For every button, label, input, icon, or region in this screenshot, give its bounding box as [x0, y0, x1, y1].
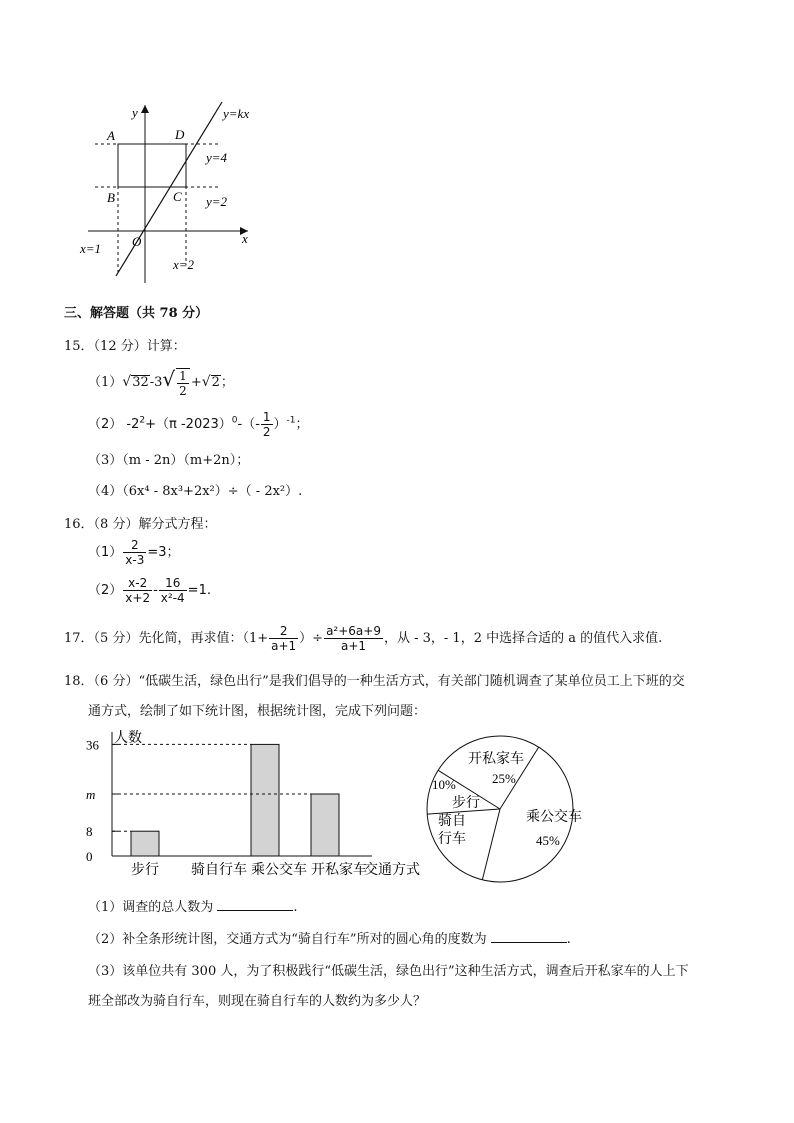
line-kx [116, 102, 222, 276]
y-axis-label: y [132, 105, 138, 120]
q18-part3b: 班全部改为骑自行车，则现在骑自行车的人数约为多少人？ [88, 994, 427, 1009]
bar-y-tick-label: 8 [86, 824, 93, 840]
bar-y-tick-label: 0 [86, 849, 93, 864]
q15-p1-plus: + [190, 375, 202, 390]
q18-part3a: （3）该单位共有 300 人，为了积极践行“低碳生活，绿色出行”这种生活方式，调查后开私家车的人上下 [88, 964, 689, 979]
q17: 17．（5 分）先化简，再求值：（1+ $\frac{2}{a+1}$ ）÷ $\frac{\text{a²+6a+9}}{a+1}$ ，从 - 3，- 1，2 中选择合适的 a 的值代入求值. [64, 624, 663, 653]
pie-slice-value: 45% [536, 833, 560, 848]
q17-fraction1: $\frac{2}{a+1}$ [271, 624, 297, 653]
pie-slice-label: 骑自 [438, 814, 466, 829]
rectangle-abcd [118, 144, 186, 187]
q15-p1-radicand-a: 32 [132, 375, 149, 390]
y-axis-arrow-icon [141, 105, 149, 113]
q15-p1-no: （1） [88, 375, 123, 390]
pie-slice-value: 25% [492, 771, 516, 786]
bar-category-label: 乘公交车 [251, 863, 307, 878]
bar-category-label: 步行 [131, 863, 159, 878]
q17-fraction2: $\frac{\text{a²+6a+9}}{a+1}$ [326, 624, 381, 653]
section-title: 三、解答题（共 78 分） [64, 306, 209, 321]
q16-p1-fraction: $\frac{2}{x-3}$ [125, 538, 145, 567]
q18-part2: （2）补全条形统计图，交通方式为“骑自行车”所对的圆心角的度数为 . [88, 932, 571, 947]
q18-line1: 18．（6 分）“低碳生活，绿色出行”是我们倡导的一种生活方式，有关部门随机调查了某单位员工上下班的交 [64, 674, 685, 689]
pie-divider [482, 809, 500, 880]
pie-chart [420, 730, 600, 890]
origin-label: O [132, 234, 142, 249]
q15-p1-coef: -3 [149, 375, 163, 390]
bar [311, 794, 339, 856]
q15-p1-radicand-d: 2 [211, 375, 220, 390]
line-x1-label: x=1 [80, 241, 102, 256]
q15-p1-fraction: $\frac{1}{2}$ [176, 368, 190, 398]
q15-part2: （2） $-2^2+(\pi$ -2023）$^0$-（- $\frac{1}{2}$ ）$^{-1}$； [88, 410, 309, 439]
q18-line2: 通方式，绘制了如下统计图，根据统计图，完成下列问题： [88, 704, 427, 719]
bar [131, 831, 159, 856]
line-x2-label: x=2 [173, 257, 195, 272]
pie-slice-label: 步行 [452, 796, 480, 811]
bar-chart [82, 724, 432, 884]
bar-y-tick-label: m [86, 787, 96, 802]
q15-p2-fraction: $\frac{1}{2}$ [262, 410, 271, 439]
point-b-label: B [107, 190, 115, 205]
pie-slice-label: 开私家车 [468, 752, 524, 767]
point-c-label: C [173, 189, 182, 204]
q18-p2-answer-blank[interactable] [491, 931, 567, 943]
coordinate-graph [70, 100, 270, 290]
q15-part4: （4）（6x⁴ - 8x³+2x²）÷（ - 2x²）. [88, 484, 303, 499]
x-axis-label: x [242, 231, 248, 246]
q16-label: 16．（8 分）解分式方程： [64, 517, 217, 532]
q15-part3: （3）（m - 2n）（m+2n）； [88, 453, 250, 468]
point-a-label: A [107, 128, 115, 143]
q16-p2-fraction1: $\frac{x-2}{x+2}$ [125, 576, 151, 605]
q16-part1: （1） $\frac{2}{x-3}$ =3； [88, 538, 180, 567]
pie-slice-label: 行车 [438, 832, 466, 847]
bar [251, 744, 279, 856]
pie-slice-label: 乘公交车 [526, 810, 582, 825]
line-y2-label: y=2 [206, 194, 228, 209]
q16-part2: （2） $\frac{x-2}{x+2}$ - $\frac{16}{\text{x²-4}}$ =1. [88, 576, 211, 605]
bar-x-label: 交通方式 [364, 863, 420, 878]
q18-part1: （1）调查的总人数为 . [88, 900, 298, 915]
bar-y-label: 人数 [114, 731, 142, 746]
q16-p2-fraction2: $\frac{16}{\text{x²-4}}$ [160, 576, 185, 605]
q15-part1: （1）√32-3√ $\frac{1}{2}$ +√2； [88, 367, 234, 398]
q18-p1-answer-blank[interactable] [217, 899, 293, 911]
q15-label: 15．（12 分）计算： [64, 339, 186, 354]
pie-slice-value: 10% [432, 777, 456, 792]
bar-category-label: 开私家车 [311, 863, 367, 878]
line-y4-label: y=4 [206, 150, 228, 165]
bar-y-tick-label: 36 [86, 737, 99, 753]
point-d-label: D [175, 127, 185, 142]
line-kx-label: y=kx [223, 106, 250, 121]
bar-category-label: 骑自行车 [191, 863, 247, 878]
